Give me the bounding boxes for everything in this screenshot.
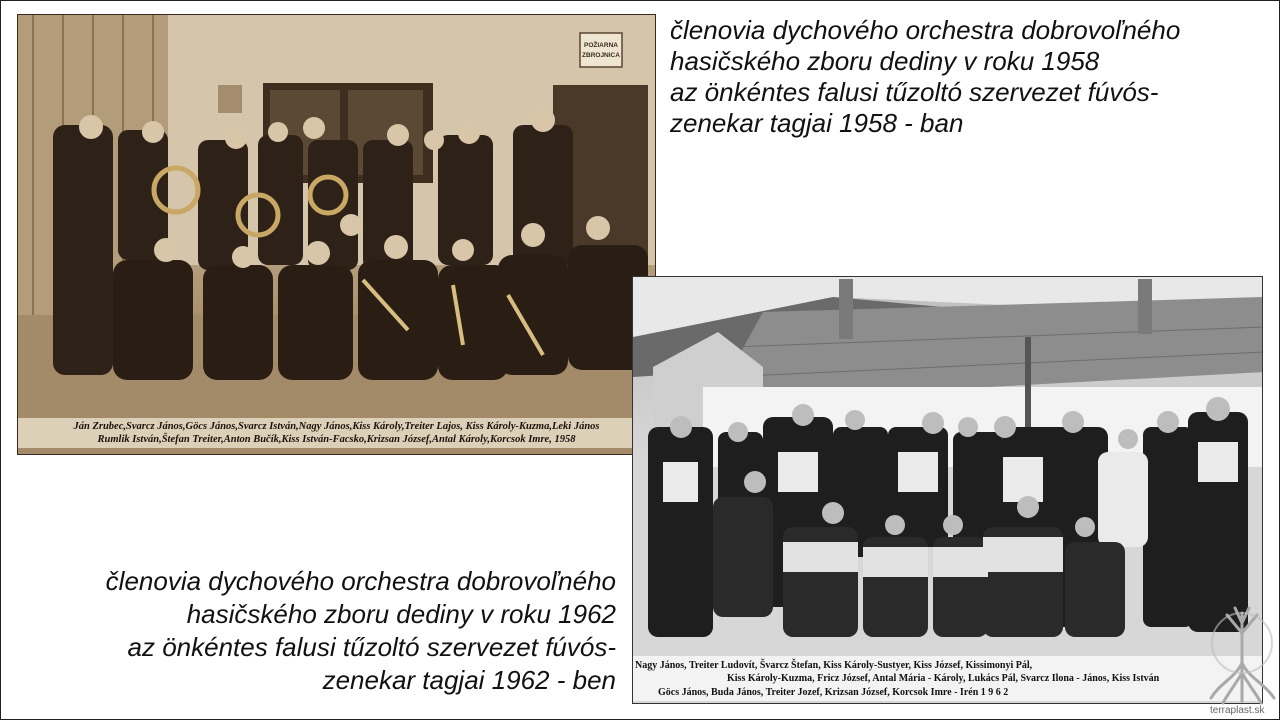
photo-1958-caption-line: Rumlik István,Štefan Treiter,Anton Bučík,Kiss István-Facsko,Krizsan József,Antal Károly,Korcsok Imre, 1958 bbox=[97, 434, 576, 445]
caption-1958-text bbox=[670, 15, 1270, 139]
caption-1962-line: zenekar tagjai 1962 - ben bbox=[322, 665, 616, 695]
caption-1958-line: az önkéntes falusi tűzoltó szervezet fúvós- bbox=[670, 77, 1159, 107]
photo-1958-caption-line: Ján Zrubec,Svarcz János,Göcs János,Svarcz István,Nagy János,Kiss Károly,Treiter Lajos, Kiss Károly-Kuzma,Leki János bbox=[73, 421, 600, 432]
svg-text:POŽIARNA: POŽIARNA bbox=[584, 42, 618, 49]
photo-1962-caption-line: Kiss Károly-Kuzma, Fricz József, Antal Mária - Károly, Lukács Pál, Svarcz Ilona - János, Kiss István bbox=[727, 673, 1160, 684]
photo-1962-caption bbox=[633, 656, 1262, 702]
photo-1958-caption bbox=[18, 418, 655, 448]
band-photo-1958 bbox=[17, 14, 656, 455]
caption-1962-line: hasičského zboru dediny v roku 1962 bbox=[186, 599, 616, 629]
photo-1962-scene bbox=[633, 277, 1263, 704]
svg-text:ZBROJNICA: ZBROJNICA bbox=[582, 52, 620, 59]
band-photo-1962 bbox=[632, 276, 1263, 704]
photo-1962-caption-line: Göcs János, Buda János, Treiter Jozef, Krizsan József, Korcsok Imre - Irén 1 9 6 2 bbox=[658, 686, 1009, 698]
watermark-text: terraplast.sk bbox=[1210, 705, 1265, 716]
caption-1958-line: zenekar tagjai 1958 - ban bbox=[670, 108, 964, 138]
caption-1962-line: členovia dychového orchestra dobrovoľného bbox=[105, 566, 616, 596]
photo-1958-scene bbox=[18, 15, 656, 455]
photo-1962-caption-line: Nagy János, Treiter Ludovít, Švarcz Štefan, Kiss Károly-Sustyer, Kiss József, Kissimonyi Pál, bbox=[635, 659, 1033, 671]
tree-roots-icon bbox=[1205, 603, 1280, 718]
caption-1962-text bbox=[6, 565, 616, 697]
caption-1958-line: hasičského zboru dediny v roku 1958 bbox=[670, 46, 1100, 76]
caption-1962-line: az önkéntes falusi tűzoltó szervezet fúvós- bbox=[127, 632, 616, 662]
caption-1958-line: členovia dychového orchestra dobrovoľného bbox=[670, 15, 1181, 45]
